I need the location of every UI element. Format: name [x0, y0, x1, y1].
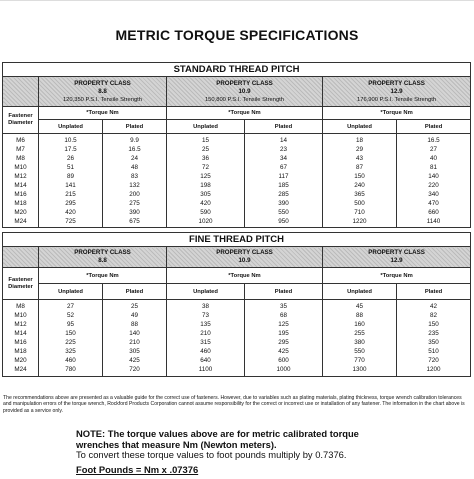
table-cell-value: 550 — [354, 348, 365, 355]
table-cell-value: M20 — [14, 357, 27, 364]
class-strength: 120,350 P.S.I. Tensile Strength — [62, 96, 143, 103]
table-cell-value: 420 — [200, 199, 211, 207]
table-cell-value: 315 — [200, 339, 211, 346]
conversion-note — [76, 429, 466, 461]
table-cell-value: 240 — [354, 181, 365, 189]
table-cell-value: 780 — [65, 366, 76, 373]
table-cell-value: 72 — [201, 163, 209, 171]
standard-thread-table — [2, 62, 471, 228]
plated-header: Plated — [245, 284, 323, 300]
class-8-8 — [39, 247, 167, 268]
table-cell-value: 285 — [278, 190, 289, 198]
table-cell-value: M18 — [14, 348, 27, 355]
table-cell-value: 88 — [130, 321, 138, 328]
table-cell-value: 25 — [201, 145, 209, 153]
table-cell-value: 14 — [279, 136, 287, 144]
table-cell-value: 34 — [279, 154, 287, 162]
table-cell-value: 600 — [278, 357, 289, 364]
table-cell-value: 460 — [65, 357, 76, 364]
table-cell-value: 40 — [430, 154, 438, 162]
table-cell-value: 210 — [129, 339, 140, 346]
table-cell-value: 1300 — [352, 366, 367, 373]
table-cell-value: 500 — [354, 199, 365, 207]
table-cell-value: 510 — [428, 348, 439, 355]
table-cell-value: 51 — [66, 163, 74, 171]
value-column — [323, 134, 397, 228]
table-cell-value: 950 — [278, 217, 289, 225]
table-cell-value: 340 — [428, 190, 439, 198]
table-cell-value: 1200 — [426, 366, 441, 373]
table-cell-value: 225 — [65, 339, 76, 346]
unplated-header: Unplated — [167, 284, 245, 300]
table-cell-value: 590 — [200, 208, 211, 216]
table-cell-value: 195 — [278, 330, 289, 337]
value-column — [103, 300, 167, 377]
table-cell-value: 26 — [66, 154, 74, 162]
page-title: METRIC TORQUE SPECIFICATIONS — [115, 27, 359, 43]
table-cell-value: 17.5 — [64, 145, 77, 153]
fastener-diameter-label: Fastener Diameter — [3, 268, 39, 300]
table-cell-value: 1100 — [198, 366, 213, 373]
value-column — [39, 134, 103, 228]
table-cell-value: 10.5 — [64, 136, 77, 144]
class-grade: 10.9 — [238, 257, 251, 264]
table-cell-value: 27 — [66, 303, 74, 310]
table-cell-value: 390 — [129, 208, 140, 216]
table-cell-value: M14 — [14, 330, 27, 337]
class-label: PROPERTY CLASS — [74, 79, 131, 87]
table-cell-value: 87 — [355, 163, 363, 171]
table-cell-value: M7 — [16, 145, 25, 153]
table-cell-value: 68 — [279, 312, 287, 319]
table-cell-value: 725 — [65, 217, 76, 225]
torque-label: *Torque Nm — [39, 107, 167, 120]
note-line: To convert these torque values to foot pounds multiply by 0.7376. — [76, 449, 347, 460]
table-cell-value: 640 — [200, 357, 211, 364]
table-cell-value: 45 — [355, 303, 363, 310]
class-grade: 8.8 — [98, 257, 107, 264]
table-cell-value: 73 — [201, 312, 209, 319]
table-cell-value: M16 — [14, 339, 27, 346]
unplated-header: Unplated — [323, 120, 397, 134]
table-cell-value: M6 — [16, 136, 25, 144]
unplated-header: Unplated — [39, 120, 103, 134]
table-cell-value: 425 — [278, 348, 289, 355]
table-cell-value: 420 — [65, 208, 76, 216]
plated-header: Plated — [245, 120, 323, 134]
table-cell-value: 1000 — [276, 366, 291, 373]
top-edge — [0, 0, 474, 1]
table-cell-value: 215 — [65, 190, 76, 198]
class-label: PROPERTY CLASS — [368, 79, 425, 87]
table-cell-value: 770 — [354, 357, 365, 364]
fine-thread-table — [2, 232, 471, 377]
table-cell-value: 1020 — [198, 217, 213, 225]
table-cell-value: 16.5 — [128, 145, 141, 153]
table-cell-value: 255 — [354, 330, 365, 337]
table-cell-value: 1140 — [426, 217, 441, 225]
fastener-diameter-label: Fastener Diameter — [3, 107, 39, 134]
class-12-9 — [323, 247, 471, 268]
table-cell-value: 15 — [201, 136, 209, 144]
table-cell-value: 89 — [66, 172, 74, 180]
value-column — [245, 300, 323, 377]
torque-label: *Torque Nm — [39, 268, 167, 284]
table-cell-value: 135 — [200, 321, 211, 328]
table-cell-value: 42 — [430, 303, 438, 310]
table-cell-value: 48 — [130, 163, 138, 171]
class-label: PROPERTY CLASS — [216, 249, 273, 256]
table-cell-value: 365 — [354, 190, 365, 198]
table-cell-value: 9.9 — [130, 136, 139, 144]
table-cell-value: 425 — [129, 357, 140, 364]
class-strength: 176,900 P.S.I. Tensile Strength — [357, 96, 437, 103]
class-8-8 — [39, 77, 167, 107]
table-cell-value: 1220 — [352, 217, 367, 225]
table-cell-value: 185 — [278, 181, 289, 189]
table-cell-value: 235 — [428, 330, 439, 337]
blank-cell — [3, 77, 39, 107]
table-cell-value: 82 — [430, 312, 438, 319]
table-cell-value: 43 — [355, 154, 363, 162]
torque-label: *Torque Nm — [167, 107, 323, 120]
table-cell-value: M10 — [14, 163, 27, 171]
table-cell-value: 88 — [355, 312, 363, 319]
table-cell-value: 132 — [129, 181, 140, 189]
table-cell-value: 200 — [129, 190, 140, 198]
table-cell-value: M24 — [14, 217, 27, 225]
standard-heading: STANDARD THREAD PITCH — [3, 63, 471, 77]
table-cell-value: 720 — [428, 357, 439, 364]
value-column — [397, 134, 471, 228]
note-line: NOTE: The torque values above are for metric calibrated torque — [76, 428, 359, 439]
table-cell-value: M12 — [14, 321, 27, 328]
value-column — [167, 300, 245, 377]
table-cell-value: 27 — [430, 145, 438, 153]
table-cell-value: 305 — [129, 348, 140, 355]
table-cell-value: 350 — [428, 339, 439, 346]
table-cell-value: 210 — [200, 330, 211, 337]
value-column — [39, 300, 103, 377]
value-column — [245, 134, 323, 228]
class-label: PROPERTY CLASS — [368, 249, 425, 256]
table-cell-value: M10 — [14, 312, 27, 319]
table-cell-value: M8 — [16, 154, 25, 162]
disclaimer-text: The recommendations above are presented as a valuable guide for the correct use of fasteners. However, due to variables such as plating materials, plating thickness, torque wrench calibration tolerances and manipulation errors of the torque wrench, Rockford Products Corporation cannot assume responsibility for the correct or incorrect use or installation of any fastener. The information in the chart above is provided as a service only. — [3, 395, 465, 414]
torque-label: *Torque Nm — [323, 268, 471, 284]
table-cell-value: 67 — [279, 163, 287, 171]
class-grade: 12.9 — [390, 257, 403, 264]
table-cell-value: 160 — [354, 321, 365, 328]
plated-header: Plated — [397, 284, 471, 300]
table-cell-value: M18 — [14, 199, 27, 207]
table-cell-value: 325 — [65, 348, 76, 355]
table-cell-value: 460 — [200, 348, 211, 355]
class-10-9 — [167, 77, 323, 107]
table-cell-value: 295 — [65, 199, 76, 207]
class-10-9 — [167, 247, 323, 268]
torque-label: *Torque Nm — [167, 268, 323, 284]
table-cell-value: 710 — [354, 208, 365, 216]
table-cell-value: 675 — [129, 217, 140, 225]
table-cell-value: M8 — [16, 303, 25, 310]
table-cell-value: 150 — [428, 321, 439, 328]
class-grade: 10.9 — [238, 87, 251, 95]
value-column — [103, 134, 167, 228]
table-cell-value: 25 — [130, 303, 138, 310]
table-cell-value: 52 — [66, 312, 74, 319]
unplated-header: Unplated — [323, 284, 397, 300]
fine-heading: FINE THREAD PITCH — [3, 233, 471, 247]
table-cell-value: 24 — [130, 154, 138, 162]
class-strength: 150,800 P.S.I. Tensile Strength — [204, 96, 285, 103]
table-cell-value: M14 — [14, 181, 27, 189]
table-cell-value: 16.5 — [427, 136, 440, 144]
table-cell-value: 23 — [279, 145, 287, 153]
table-cell-value: M16 — [14, 190, 27, 198]
table-cell-value: 390 — [278, 199, 289, 207]
table-cell-value: 18 — [355, 136, 363, 144]
plated-header: Plated — [103, 284, 167, 300]
table-cell-value: 49 — [130, 312, 138, 319]
value-column — [397, 300, 471, 377]
size-column — [3, 300, 39, 377]
table-cell-value: 35 — [279, 303, 287, 310]
class-label: PROPERTY CLASS — [74, 249, 131, 256]
table-cell-value: 95 — [66, 321, 74, 328]
table-cell-value: 720 — [129, 366, 140, 373]
class-grade: 12.9 — [390, 87, 403, 95]
table-cell-value: 295 — [278, 339, 289, 346]
blank-cell — [3, 247, 39, 268]
table-cell-value: 660 — [428, 208, 439, 216]
table-cell-value: 150 — [65, 330, 76, 337]
table-cell-value: 140 — [129, 330, 140, 337]
torque-label: *Torque Nm — [323, 107, 471, 120]
table-cell-value: 141 — [65, 181, 76, 189]
table-cell-value: 83 — [130, 172, 138, 180]
note-line: wrenches that measure Nm (Newton meters). — [76, 438, 277, 450]
class-12-9 — [323, 77, 471, 107]
table-cell-value: 36 — [201, 154, 209, 162]
table-cell-value: 29 — [355, 145, 363, 153]
class-label: PROPERTY CLASS — [216, 79, 273, 87]
table-cell-value: 220 — [428, 181, 439, 189]
table-cell-value: 125 — [200, 172, 211, 180]
table-cell-value: 275 — [129, 199, 140, 207]
value-column — [323, 300, 397, 377]
table-cell-value: 550 — [278, 208, 289, 216]
table-cell-value: 38 — [201, 303, 209, 310]
table-cell-value: 81 — [430, 163, 438, 171]
table-cell-value: 150 — [354, 172, 365, 180]
table-cell-value: 305 — [200, 190, 211, 198]
plated-header: Plated — [397, 120, 471, 134]
table-cell-value: 140 — [428, 172, 439, 180]
value-column — [167, 134, 245, 228]
table-cell-value: M20 — [14, 208, 27, 216]
table-cell-value: 125 — [278, 321, 289, 328]
table-cell-value: 198 — [200, 181, 211, 189]
unplated-header: Unplated — [167, 120, 245, 134]
unplated-header: Unplated — [39, 284, 103, 300]
size-column — [3, 134, 39, 228]
conversion-formula: Foot Pounds = Nm x .07376 — [76, 464, 199, 475]
table-cell-value: 380 — [354, 339, 365, 346]
table-cell-value: 117 — [278, 172, 289, 180]
table-cell-value: 470 — [428, 199, 439, 207]
plated-header: Plated — [103, 120, 167, 134]
table-cell-value: M24 — [14, 366, 27, 373]
class-grade: 8.8 — [98, 87, 107, 95]
table-cell-value: M12 — [14, 172, 27, 180]
